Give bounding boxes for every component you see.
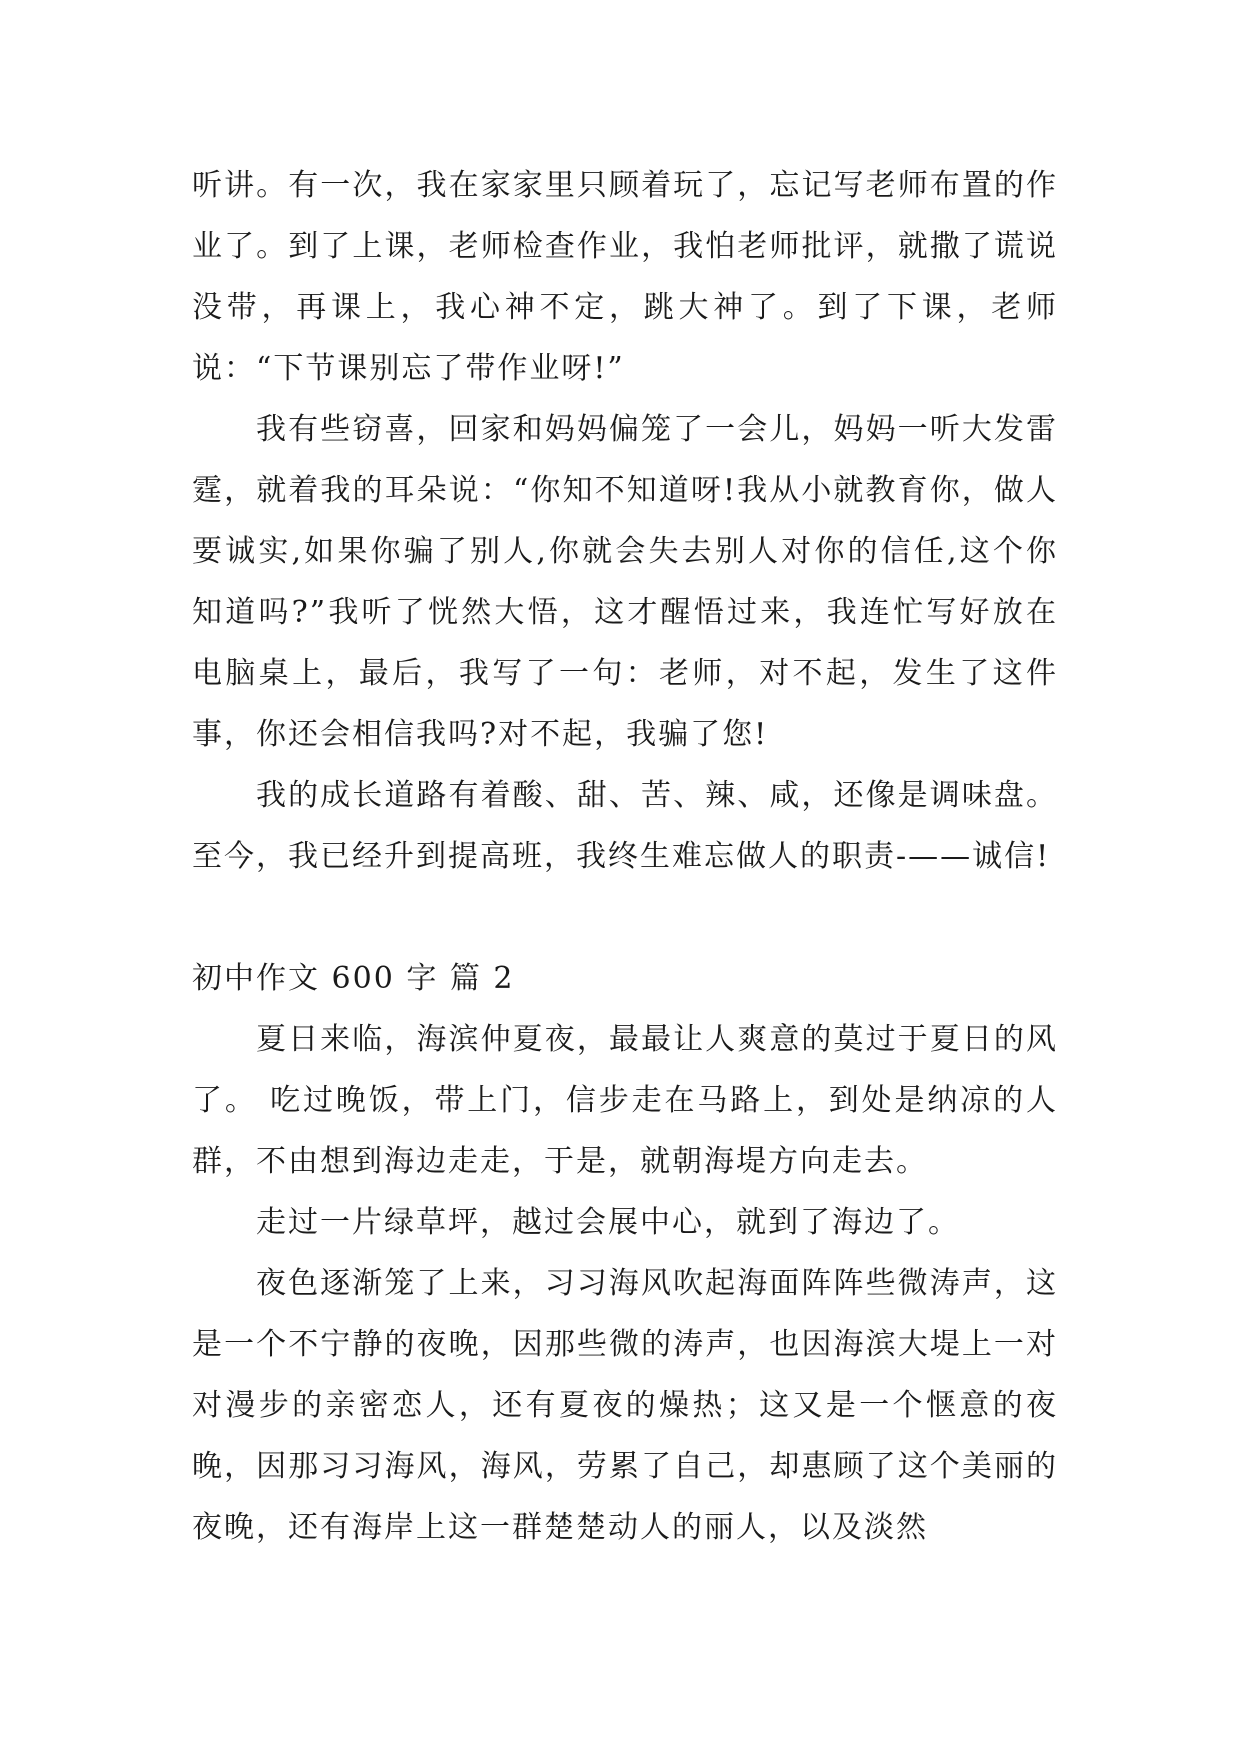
paragraph-3: 我的成长道路有着酸、甜、苦、辣、咸，还像是调味盘。至今，我已经升到提高班，我终生难忘做人的职责-——诚信! (192, 778, 1058, 874)
document-body (192, 155, 1058, 1558)
paragraph-5: 走过一片绿草坪，越过会展中心，就到了海边了。 (256, 1205, 960, 1240)
paragraph-6: 夜色逐渐笼了上来，习习海风吹起海面阵阵些微涛声，这是一个不宁静的夜晚，因那些微的涛声，也因海滨大堤上一对对漫步的亲密恋人，还有夏夜的燥热；这又是一个惬意的夜晚，因那习习海风，海风，劳累了自己，却惠顾了这个美丽的夜晚，还有海岸上这一群楚楚动人的丽人，以及淡然 (192, 1266, 1058, 1545)
paragraph-1: 听讲。有一次，我在家家里只顾着玩了，忘记写老师布置的作业了。到了上课，老师检查作业，我怕老师批评，就撒了谎说没带，再课上，我心神不定，跳大神了。到了下课，老师说：“下节课别忘了带作业呀!” (192, 168, 1058, 386)
paragraph-2: 我有些窃喜，回家和妈妈偏笼了一会儿，妈妈一听大发雷霆，就着我的耳朵说：“你知不知道呀!我从小就教育你，做人要诚实,如果你骗了别人,你就会失去别人对你的信任,这个你知道吗?”我听了恍然大悟，这才醒悟过来，我连忙写好放在电脑桌上，最后，我写了一句：老师，对不起，发生了这件事，你还会相信我吗?对不起，我骗了您! (192, 412, 1058, 752)
paragraph-4: 夏日来临，海滨仲夏夜，最最让人爽意的莫过于夏日的风了。 吃过晚饭，带上门，信步走在马路上，到处是纳凉的人群，不由想到海边走走，于是，就朝海堤方向走去。 (192, 1022, 1058, 1179)
section-heading: 初中作文 600 字 篇 2 (192, 961, 515, 996)
